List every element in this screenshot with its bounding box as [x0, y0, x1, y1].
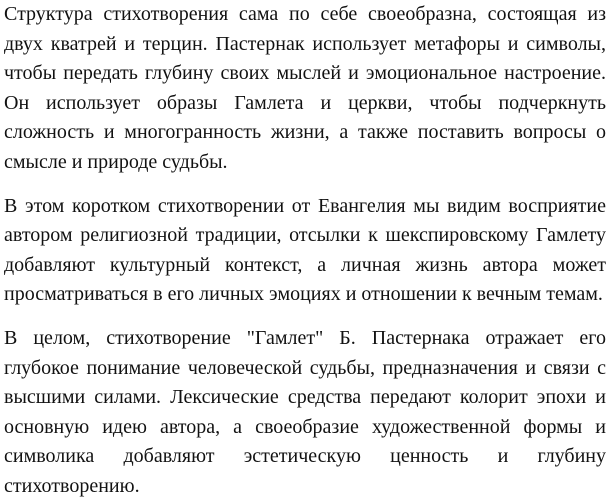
paragraph-conclusion: В целом, стихотворение "Гамлет" Б. Пастернака отражает его глубокое понимание человеческой судьбы, предназначения и связи с высшими силами. Лексические средства передают колорит эпохи и основную идею автора, а своеобразие художественной формы и символика добавляют эстетическую ценность и глубину стихотворению. [4, 326, 606, 497]
paragraph-context: В этом коротком стихотворении от Евангелия мы видим восприятие автором религиозной традиции, отсылки к шекспировскому Гамлету добавляют культурный контекст, а личная жизнь автора может просматриваться в его личных эмоциях и отношении к вечным темам. [4, 194, 606, 306]
paragraph-structure: Структура стихотворения сама по себе своеобразна, состоящая из двух кватрей и терцин. Пастернак использует метафоры и символы, чтобы передать глубину своих мыслей и эмоциональное настроение. Он использует образы Гамлета и церкви, чтобы подчеркнуть сложность и многогранность жизни, а также поставить вопросы о смысле и природе судьбы. [4, 3, 606, 173]
